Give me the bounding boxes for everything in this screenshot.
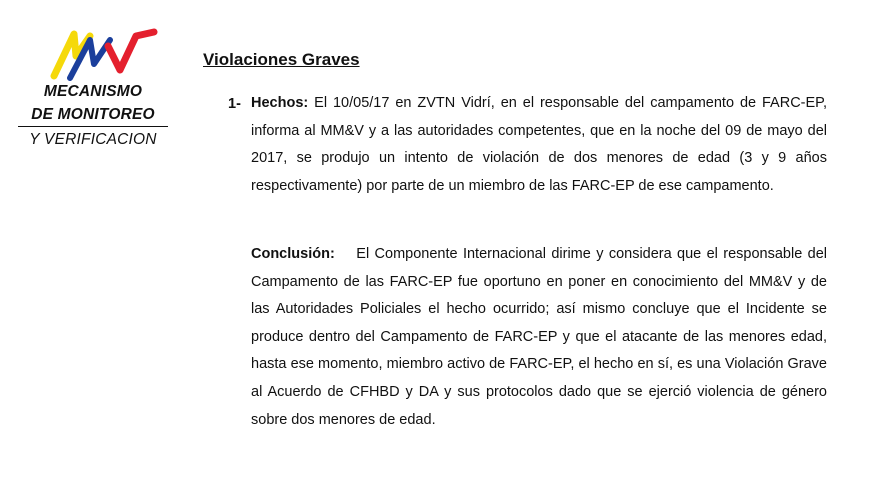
conclusion-label: Conclusión: (251, 246, 335, 262)
facts-paragraph (251, 90, 827, 200)
mmv-logo-mark-icon (50, 26, 160, 81)
logo-text-line2: DE MONITOREO (18, 106, 168, 127)
section-title: Violaciones Graves (203, 50, 360, 69)
logo-text-line1: MECANISMO (43, 83, 143, 100)
item-number: 1- (228, 96, 241, 112)
facts-text: El 10/05/17 en ZVTN Vidrí, en el responsable del campamento de FARC-EP, informa al MM&V y a las autoridades competentes, que en la noche del 09 de mayo del 2017, se produjo un intento de violación de dos menores de edad (3 y 9 años respectivamente) por parte de un miembro de las FARC-EP de ese campamento. (251, 95, 827, 194)
conclusion-text: El Componente Internacional dirime y considera que el responsable del Campamento de las FARC-EP fue oportuno en poner en conocimiento del MM&V y de las Autoridades Policiales el hecho ocurrido; así mismo concluye que el Incidente se produce dentro del Campamento de FARC-EP y que el atacante de las menores edad, hasta ese momento, miembro activo de FARC-EP, el hecho en sí, es una Violación Grave al Acuerdo de CFHBD y DA y sus protocolos dado que se ejerció violencia de género sobre dos menores de edad. (251, 246, 827, 428)
conclusion-paragraph (251, 241, 827, 434)
mmv-logo (18, 26, 168, 156)
facts-label: Hechos: (251, 95, 309, 111)
logo-text-line3: Y VERIFICACION (29, 131, 157, 148)
